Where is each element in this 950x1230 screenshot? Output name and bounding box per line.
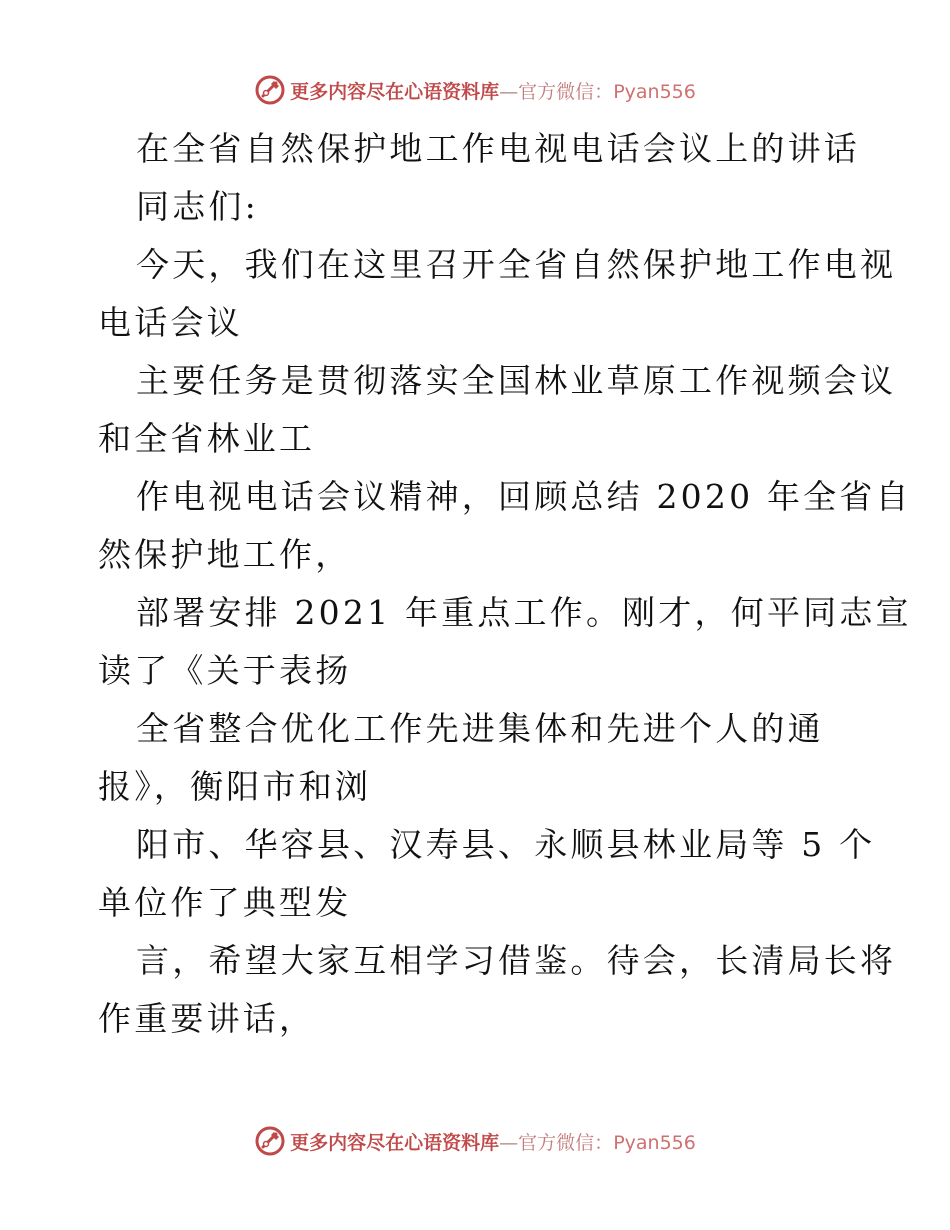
text-line: 读了《关于表扬 xyxy=(98,651,352,690)
text-line: 报》，衡阳市和浏 xyxy=(98,767,372,806)
text-line: 然保护地工作， xyxy=(98,535,352,574)
header-watermark xyxy=(0,70,950,110)
watermark-sub: 官方微信： xyxy=(518,80,614,103)
watermark-id: Pyan556 xyxy=(613,1131,696,1154)
watermark-main: 更多内容尽在心语资料库 xyxy=(290,80,500,103)
text-line: 部署安排 2021 年重点工作。刚才，何平同志宣 xyxy=(136,593,912,632)
salutation: 同志们: xyxy=(136,187,259,226)
watermark-id: Pyan556 xyxy=(613,80,696,103)
watermark-text xyxy=(290,1128,696,1155)
watermark-text xyxy=(290,77,696,104)
footer-watermark xyxy=(0,1121,950,1161)
brand-logo-icon xyxy=(254,74,286,106)
document-title: 在全省自然保护地工作电视电话会议上的讲话 xyxy=(136,129,860,168)
text-line: 言，希望大家互相学习借鉴。待会，长清局长将 xyxy=(136,941,897,980)
text-line: 今天，我们在这里召开全省自然保护地工作电视 xyxy=(136,245,897,284)
watermark-main: 更多内容尽在心语资料库 xyxy=(290,1131,500,1154)
text-line: 单位作了典型发 xyxy=(98,883,352,922)
text-line: 主要任务是贯彻落实全国林业草原工作视频会议 xyxy=(136,361,897,400)
document-body xyxy=(98,120,912,1048)
watermark-separator: — xyxy=(499,1131,519,1154)
text-line: 全省整合优化工作先进集体和先进个人的通 xyxy=(136,709,824,748)
text-line: 阳市、华容县、汉寿县、永顺县林业局等 5 个 xyxy=(136,825,876,864)
brand-logo-icon xyxy=(254,1125,286,1157)
text-line: 和全省林业工 xyxy=(98,419,316,458)
watermark-sub: 官方微信： xyxy=(518,1131,614,1154)
text-line: 作重要讲话， xyxy=(98,999,316,1038)
watermark-separator: — xyxy=(499,80,519,103)
text-line: 作电视电话会议精神，回顾总结 2020 年全省自 xyxy=(136,477,912,516)
text-line: 电话会议 xyxy=(98,303,243,342)
